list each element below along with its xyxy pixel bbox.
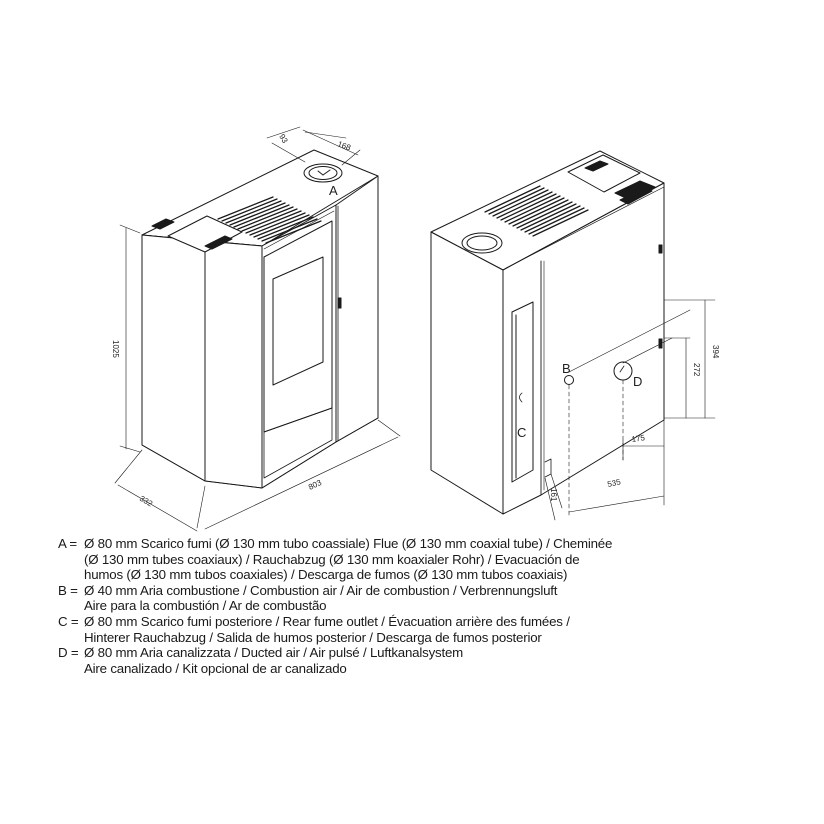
- callout-c: C: [517, 425, 527, 440]
- legend-line: Ø 80 mm Scarico fumi (Ø 130 mm tubo coassiale) Flue (Ø 130 mm coaxial tube) / Cheminée: [84, 536, 613, 551]
- legend-line: Hinterer Rauchabzug / Salida de humos posterior / Descarga de fumos posterior: [84, 629, 542, 645]
- legend-item-c: [58, 614, 798, 645]
- callout-a: A: [329, 183, 338, 198]
- dim-top-right: 168: [336, 139, 352, 153]
- dim-depth: 332: [138, 493, 155, 509]
- legend-line: Ø 80 mm Aria canalizzata / Ducted air / Air pulsé / Luftkanalsystem: [84, 645, 464, 661]
- dim-rear-535: 535: [606, 477, 622, 489]
- front-right-column: [336, 176, 378, 442]
- rear-view: [431, 151, 664, 514]
- front-panel: [205, 241, 262, 488]
- legend-key: A =: [58, 536, 77, 551]
- dim-rear-175: 175: [631, 433, 646, 444]
- legend-key: B =: [58, 582, 78, 598]
- legend-key: C =: [58, 613, 79, 629]
- dim-height: 1025: [111, 340, 120, 358]
- legend-line: Aire canalizado / Kit opcional de ar canalizado: [84, 660, 347, 676]
- legend-line: (Ø 130 mm tubes coaxiaux) / Rauchabzug (Ø 130 mm koaxialer Rohr) / Evacuación de: [84, 551, 580, 567]
- dim-width: 803: [307, 478, 323, 492]
- front-view: [142, 150, 378, 488]
- rear-left-face: [431, 232, 503, 514]
- legend-item-b: [58, 583, 798, 614]
- callout-d: D: [633, 374, 643, 389]
- dim-rear-272: 272: [692, 363, 701, 377]
- dim-rear-394: 394: [711, 345, 720, 359]
- legend-line: Ø 80 mm Scarico fumi posteriore / Rear fume outlet / Évacuation arrière des fumées /: [84, 613, 570, 629]
- dim-rear-161: 161: [549, 488, 558, 502]
- dim-top-left: 93: [277, 132, 290, 145]
- legend-item-d: [58, 645, 798, 676]
- legend-line: Aire para la combustión / Ar de combustão: [84, 598, 327, 614]
- legend-item-a: [58, 536, 798, 583]
- callout-b: B: [562, 361, 571, 376]
- legend-line: Ø 40 mm Aria combustione / Combustion air / Air de combustion / Verbrennungsluft: [84, 582, 558, 598]
- connection-legend: [58, 536, 798, 676]
- legend-line: humos (Ø 130 mm tubos coaxiales) / Descarga de fumos (Ø 130 mm tubos coaxiais): [84, 567, 568, 583]
- front-left-column: [142, 235, 205, 481]
- legend-key: D =: [58, 645, 79, 661]
